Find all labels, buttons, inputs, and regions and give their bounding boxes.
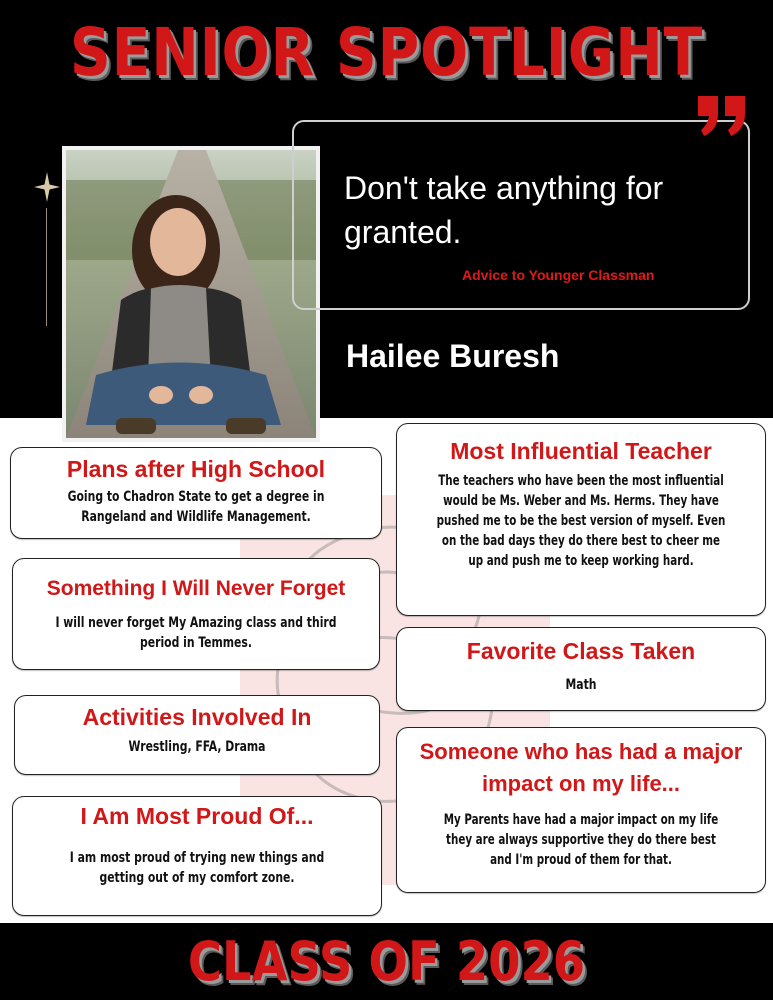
plans-card: [10, 447, 382, 539]
activities-card-body: Wrestling, FFA, Drama: [128, 739, 266, 755]
never-forget-card: [12, 558, 380, 670]
impact-card-body: My Parents have had a major impact on my life they are always supportive they do there best and I'm proud of them for that.: [443, 812, 719, 868]
teacher-card-body: The teachers who have been the most influential would be Ms. Weber and Ms. Herms. They have pushed me to be the best version of myself. Even on the bad days they do there best to cheer me up and push me to keep working hard.: [436, 473, 726, 569]
student-photo: [62, 146, 320, 442]
quote-box: [292, 120, 750, 310]
teacher-card: [396, 423, 766, 616]
quote-mark-icon: [694, 90, 750, 140]
impact-card: [396, 727, 766, 893]
student-name: Hailee Buresh: [346, 338, 560, 374]
activities-card: [14, 695, 380, 775]
sparkle-icon: [34, 172, 60, 202]
favorite-class-card-title: Favorite Class Taken: [466, 638, 696, 664]
favorite-class-card: [396, 627, 766, 711]
quote-text: Don't take anything for granted.: [344, 170, 664, 250]
quote-label: Advice to Younger Classman: [462, 267, 655, 283]
plans-card-title: Plans after High School: [66, 456, 326, 482]
activities-card-title: Activities Involved In: [82, 704, 312, 730]
impact-card-title: Someone who has had a major impact on my life...: [419, 739, 743, 796]
favorite-class-card-body: Math: [565, 677, 597, 693]
sparkle-divider: [46, 208, 47, 326]
page-title: SENIOR SPOTLIGHT: [69, 14, 704, 91]
student-photo-image: [66, 150, 316, 438]
plans-card-body: Going to Chadron State to get a degree in Rangeland and Wildlife Management.: [67, 489, 325, 525]
footer-title: CLASS OF 2026: [187, 930, 586, 993]
proud-card: [12, 796, 382, 916]
never-forget-card-title: Something I Will Never Forget: [46, 577, 346, 600]
teacher-card-title: Most Influential Teacher: [450, 438, 712, 464]
proud-card-body: I am most proud of trying new things and getting out of my comfort zone.: [69, 850, 325, 886]
never-forget-card-body: I will never forget My Amazing class and third period in Temmes.: [55, 615, 337, 651]
proud-card-title: I Am Most Proud Of...: [80, 803, 314, 829]
